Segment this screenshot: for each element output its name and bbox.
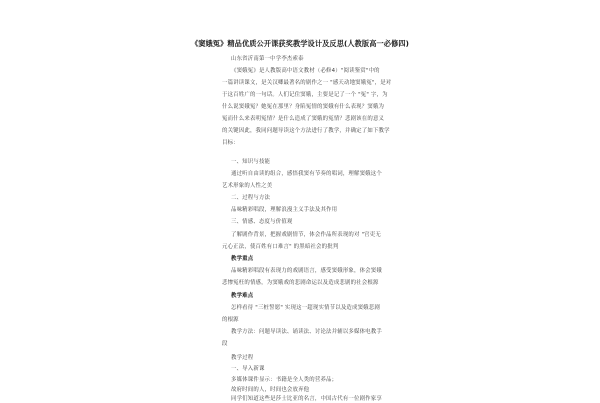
section-heading: 三、情感、态度与价值观	[231, 219, 293, 225]
body-line: 多媒体课件显示：书籍是全人类的营养品；	[231, 377, 338, 383]
section-heading: 二、过程与方法	[231, 195, 271, 201]
body-line: 冤而什么来表明冤情？是什么造成了窦娥的冤情？悲剧该在的意义	[222, 116, 385, 122]
body-line: 艺术形象的人性之美	[222, 183, 273, 189]
document-title: 《窦娥冤》精品优质公开课获奖教学设计及反思(人教版高一必修四)	[190, 39, 410, 48]
body-line: 教学方法：问题导读法、诵读法、讨论法并辅以多媒体电教手	[231, 329, 382, 335]
body-line: 品味精彩唱段有表现力的戏剧语言，感受窦娥形象，体会窦娥	[231, 268, 382, 274]
section-heading: 一、导入新课	[231, 366, 265, 372]
body-line: 悲惨冤枉的情感，为窦娥戏的悲剧命运以及造成悲剧的社会根源	[222, 280, 379, 286]
body-line: 什么说窦娥冤？她冤在那里？身陷冤情的窦娥有什么表现？窦娥为	[222, 104, 385, 110]
body-line: 的关键因此，我同问题导读这个方法进行了教学，并确定了如下教学	[222, 128, 390, 134]
body-line: 同学们知道这些是莎士比亚的名言，中国古代有一位剧作家享	[231, 396, 382, 402]
body-line: 《窦娥冤》是人教版高中语文教材（必修4）"阅读鉴赏"中的	[231, 68, 380, 74]
body-line: 故府时间的人，时间也会放弃他	[231, 387, 310, 393]
body-line: 怎样看待 "三桩誓愿" 实现这一超现实情节以及造成窦娥悲剧	[231, 305, 380, 311]
body-line: 一篇讲读课文，是关汉卿最著名的剧作之一 "感天动地窦娥冤"，是对	[222, 80, 392, 86]
body-line: 元心正法，使百姓有口难言" 的黑暗社会的批判	[222, 244, 339, 250]
body-line: 目标：	[222, 140, 239, 146]
body-line: 段	[222, 341, 228, 347]
body-line: 通过听自由读的组合，感悟我窦有节奏的唱词，理解窦娥这个	[231, 171, 382, 177]
body-line: 品味精彩唱段，理解浪漫主义手法及其作用	[231, 207, 338, 213]
section-heading: 教学难点	[231, 293, 254, 299]
section-heading: 教学重点	[231, 256, 254, 262]
author-line: 山东省沂南第一中学李杰索泰	[231, 56, 304, 62]
section-heading: 一、知识与技能	[231, 159, 271, 165]
body-line: 于这百姓广的一句话。人们记住窦娥，主要是记了一个 "冤" 字，为	[222, 92, 388, 98]
body-line: 的根源	[222, 317, 239, 323]
body-line: 了解剧作背景，把握戏剧情节，体会作品所表现的对 "官吏无	[231, 232, 381, 238]
section-heading: 教学过程	[231, 355, 254, 361]
